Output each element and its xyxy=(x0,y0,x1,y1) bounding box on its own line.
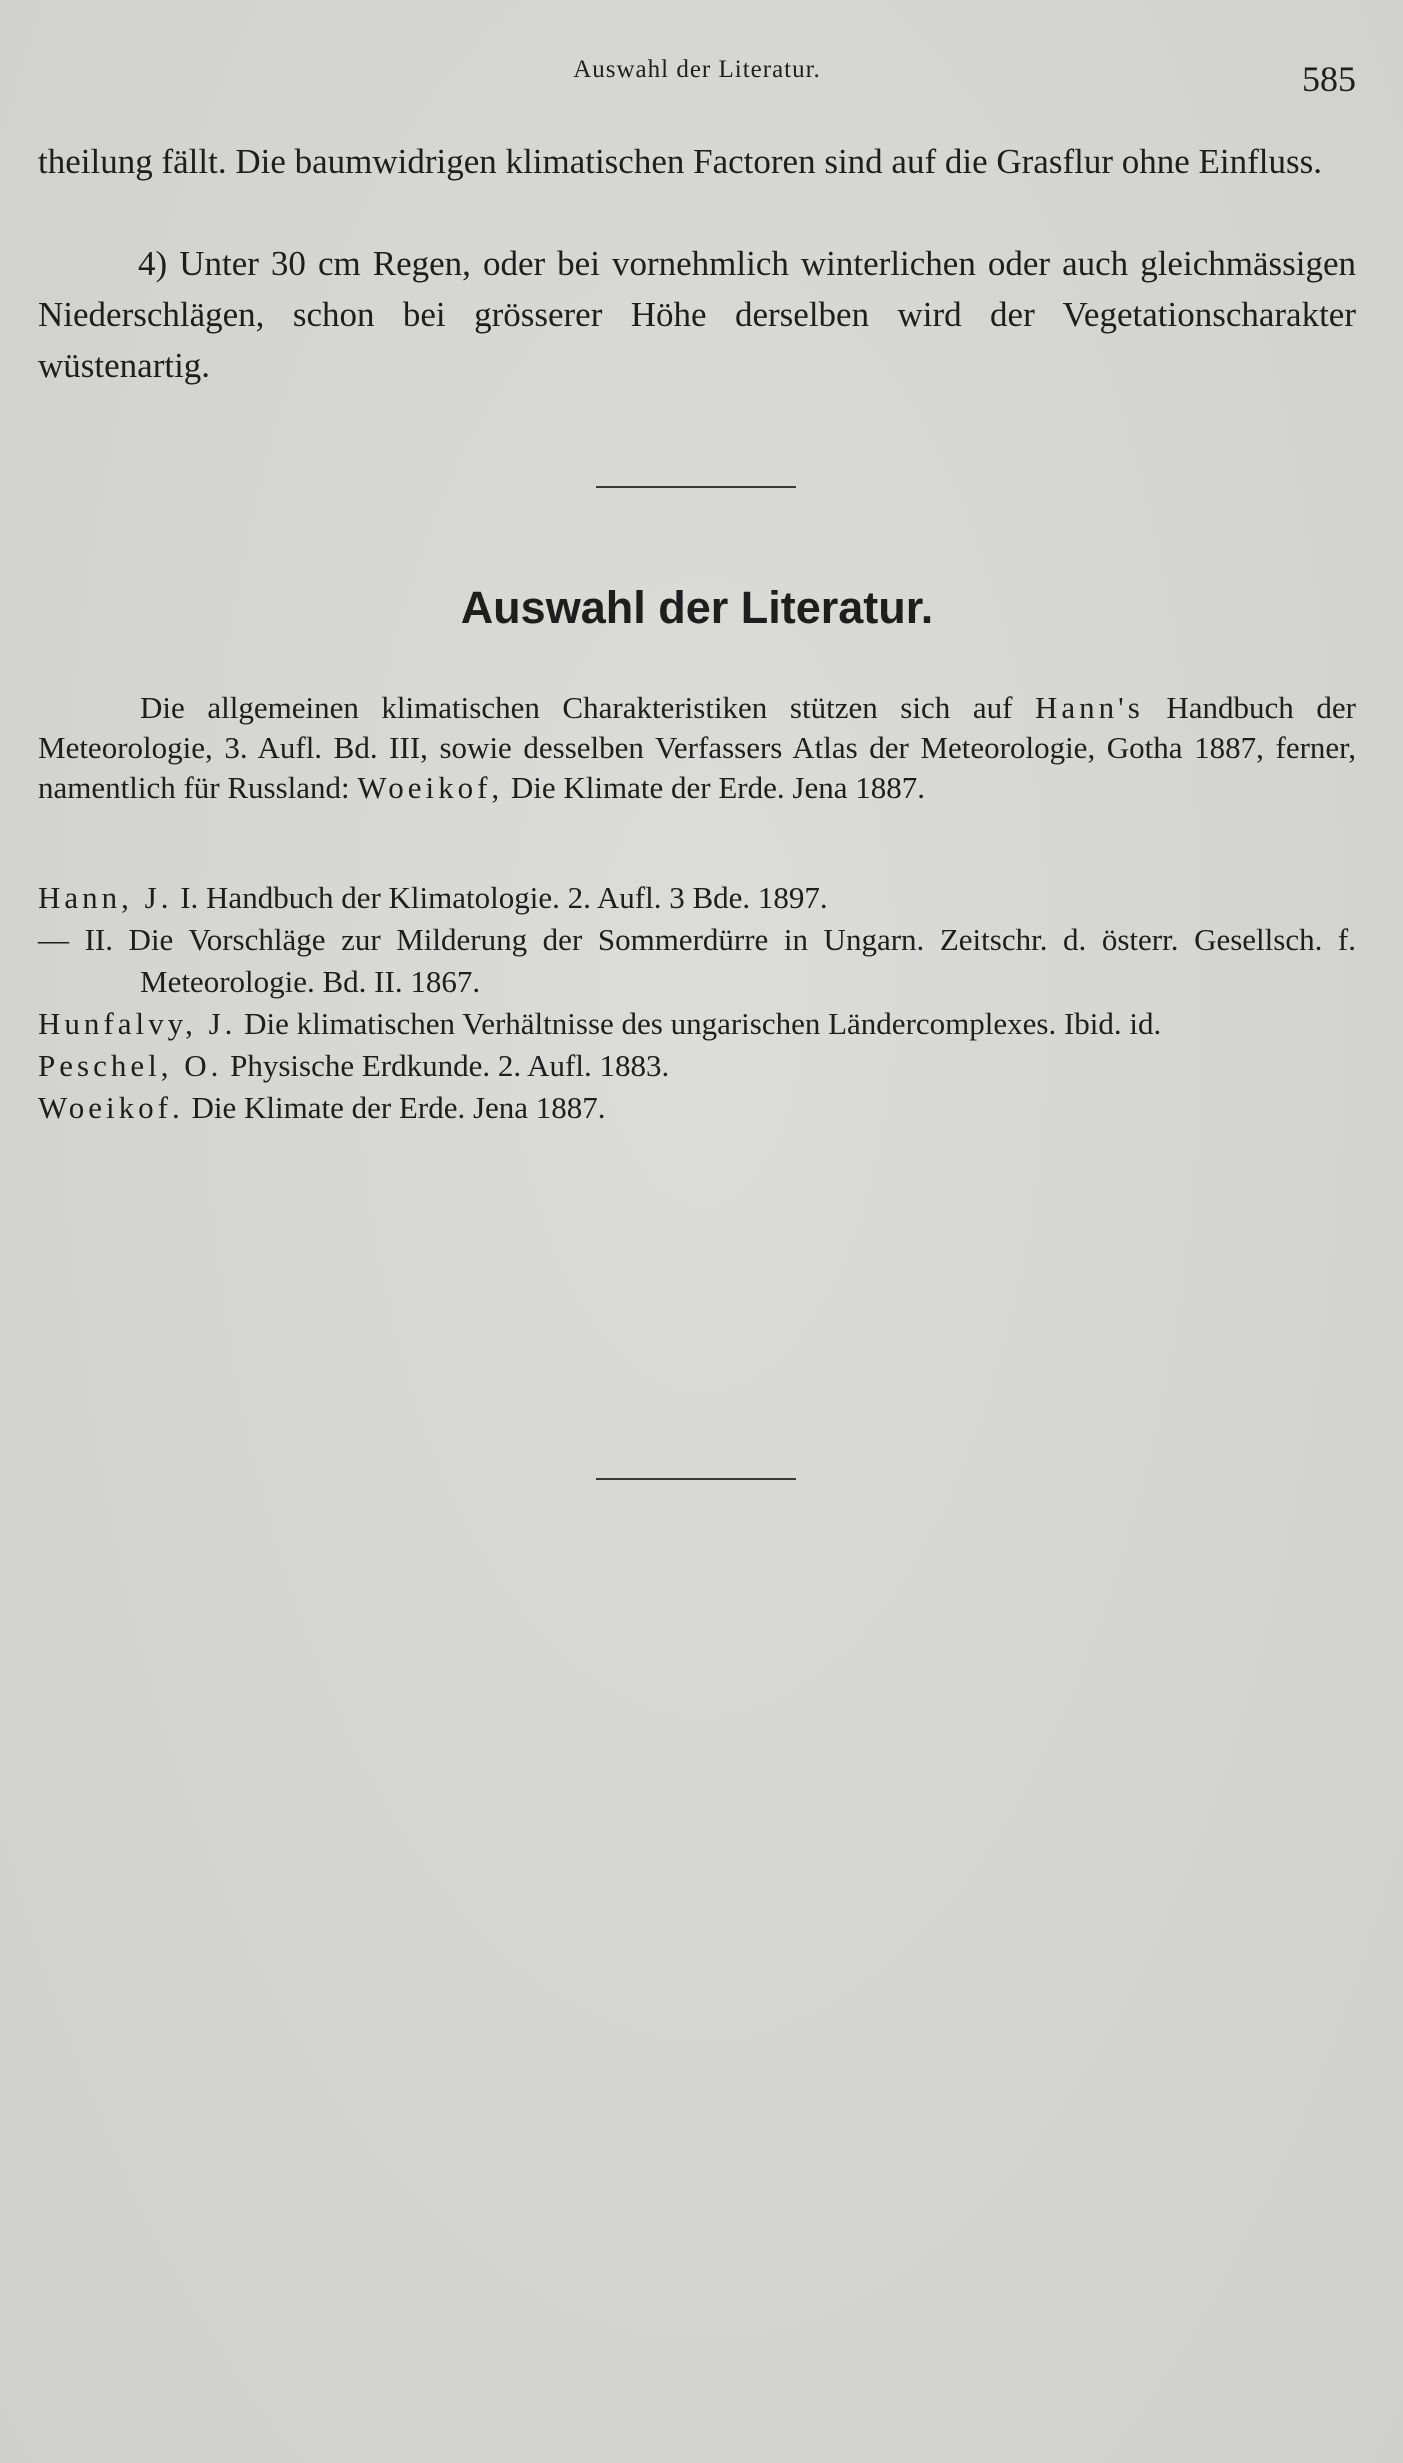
reference-text: I. Handbuch der Klimatologie. 2. Aufl. 3 Bde. 1897. xyxy=(172,880,828,915)
reference-item xyxy=(38,1003,1356,1045)
reference-item xyxy=(38,1087,1356,1129)
intro-text-1: Die allgemeinen klimatischen Charakteristiken stützen sich auf xyxy=(140,690,1036,725)
intro-author-woeikof: Woeikof, xyxy=(357,770,504,805)
section-title: Auswahl der Literatur. xyxy=(460,582,934,633)
book-page xyxy=(38,0,1356,2463)
intro-text-3: Die Klimate der Erde. Jena 1887. xyxy=(503,770,925,805)
reference-item xyxy=(38,877,1356,919)
intro-text-2: Handbuch der Meteorologie, 3. Aufl. Bd. III, sowie desselben Verfassers Atlas der Meteorologie, Gotha 1887, ferner, namentlich für Russland: xyxy=(38,690,1356,805)
paragraph-4: 4) Unter 30 cm Regen, oder bei vornehmlich winterlichen oder auch gleichmässigen Niederschlägen, schon bei grösserer Höhe derselben wird der Vegetationscharakter wüstenartig. xyxy=(38,244,1356,385)
reference-text: Die Klimate der Erde. Jena 1887. xyxy=(183,1090,606,1125)
intro-author-hann: Hann's xyxy=(1035,690,1144,725)
running-title: Auswahl der Literatur. xyxy=(573,56,821,83)
reference-author: Hann, J. xyxy=(38,880,173,915)
reference-text: Physische Erdkunde. 2. Aufl. 1883. xyxy=(222,1048,670,1083)
reference-author: Woeikof. xyxy=(38,1090,184,1125)
reference-author: Peschel, O. xyxy=(38,1048,223,1083)
paragraph-continuation: theilung fällt. Die baumwidrigen klimatischen Factoren sind auf die Grasflur ohne Einfluss. xyxy=(38,142,1322,181)
section-intro xyxy=(38,688,1356,808)
reference-item xyxy=(38,1045,1356,1087)
reference-text: Die klimatischen Verhältnisse des ungarischen Ländercomplexes. Ibid. id. xyxy=(236,1006,1162,1041)
reference-text: — II. Die Vorschläge zur Milderung der Sommerdürre in Ungarn. Zeitschr. d. österr. Gesellsch. f. Meteorologie. Bd. II. 1867. xyxy=(38,922,1356,999)
running-head xyxy=(38,52,1356,102)
section-divider-top xyxy=(596,486,796,488)
page-number: 585 xyxy=(1302,59,1356,99)
section-divider-bottom xyxy=(596,1478,796,1480)
reference-author: Hunfalvy, J. xyxy=(38,1006,237,1041)
reference-list xyxy=(38,877,1356,1129)
reference-item xyxy=(38,919,1356,1003)
